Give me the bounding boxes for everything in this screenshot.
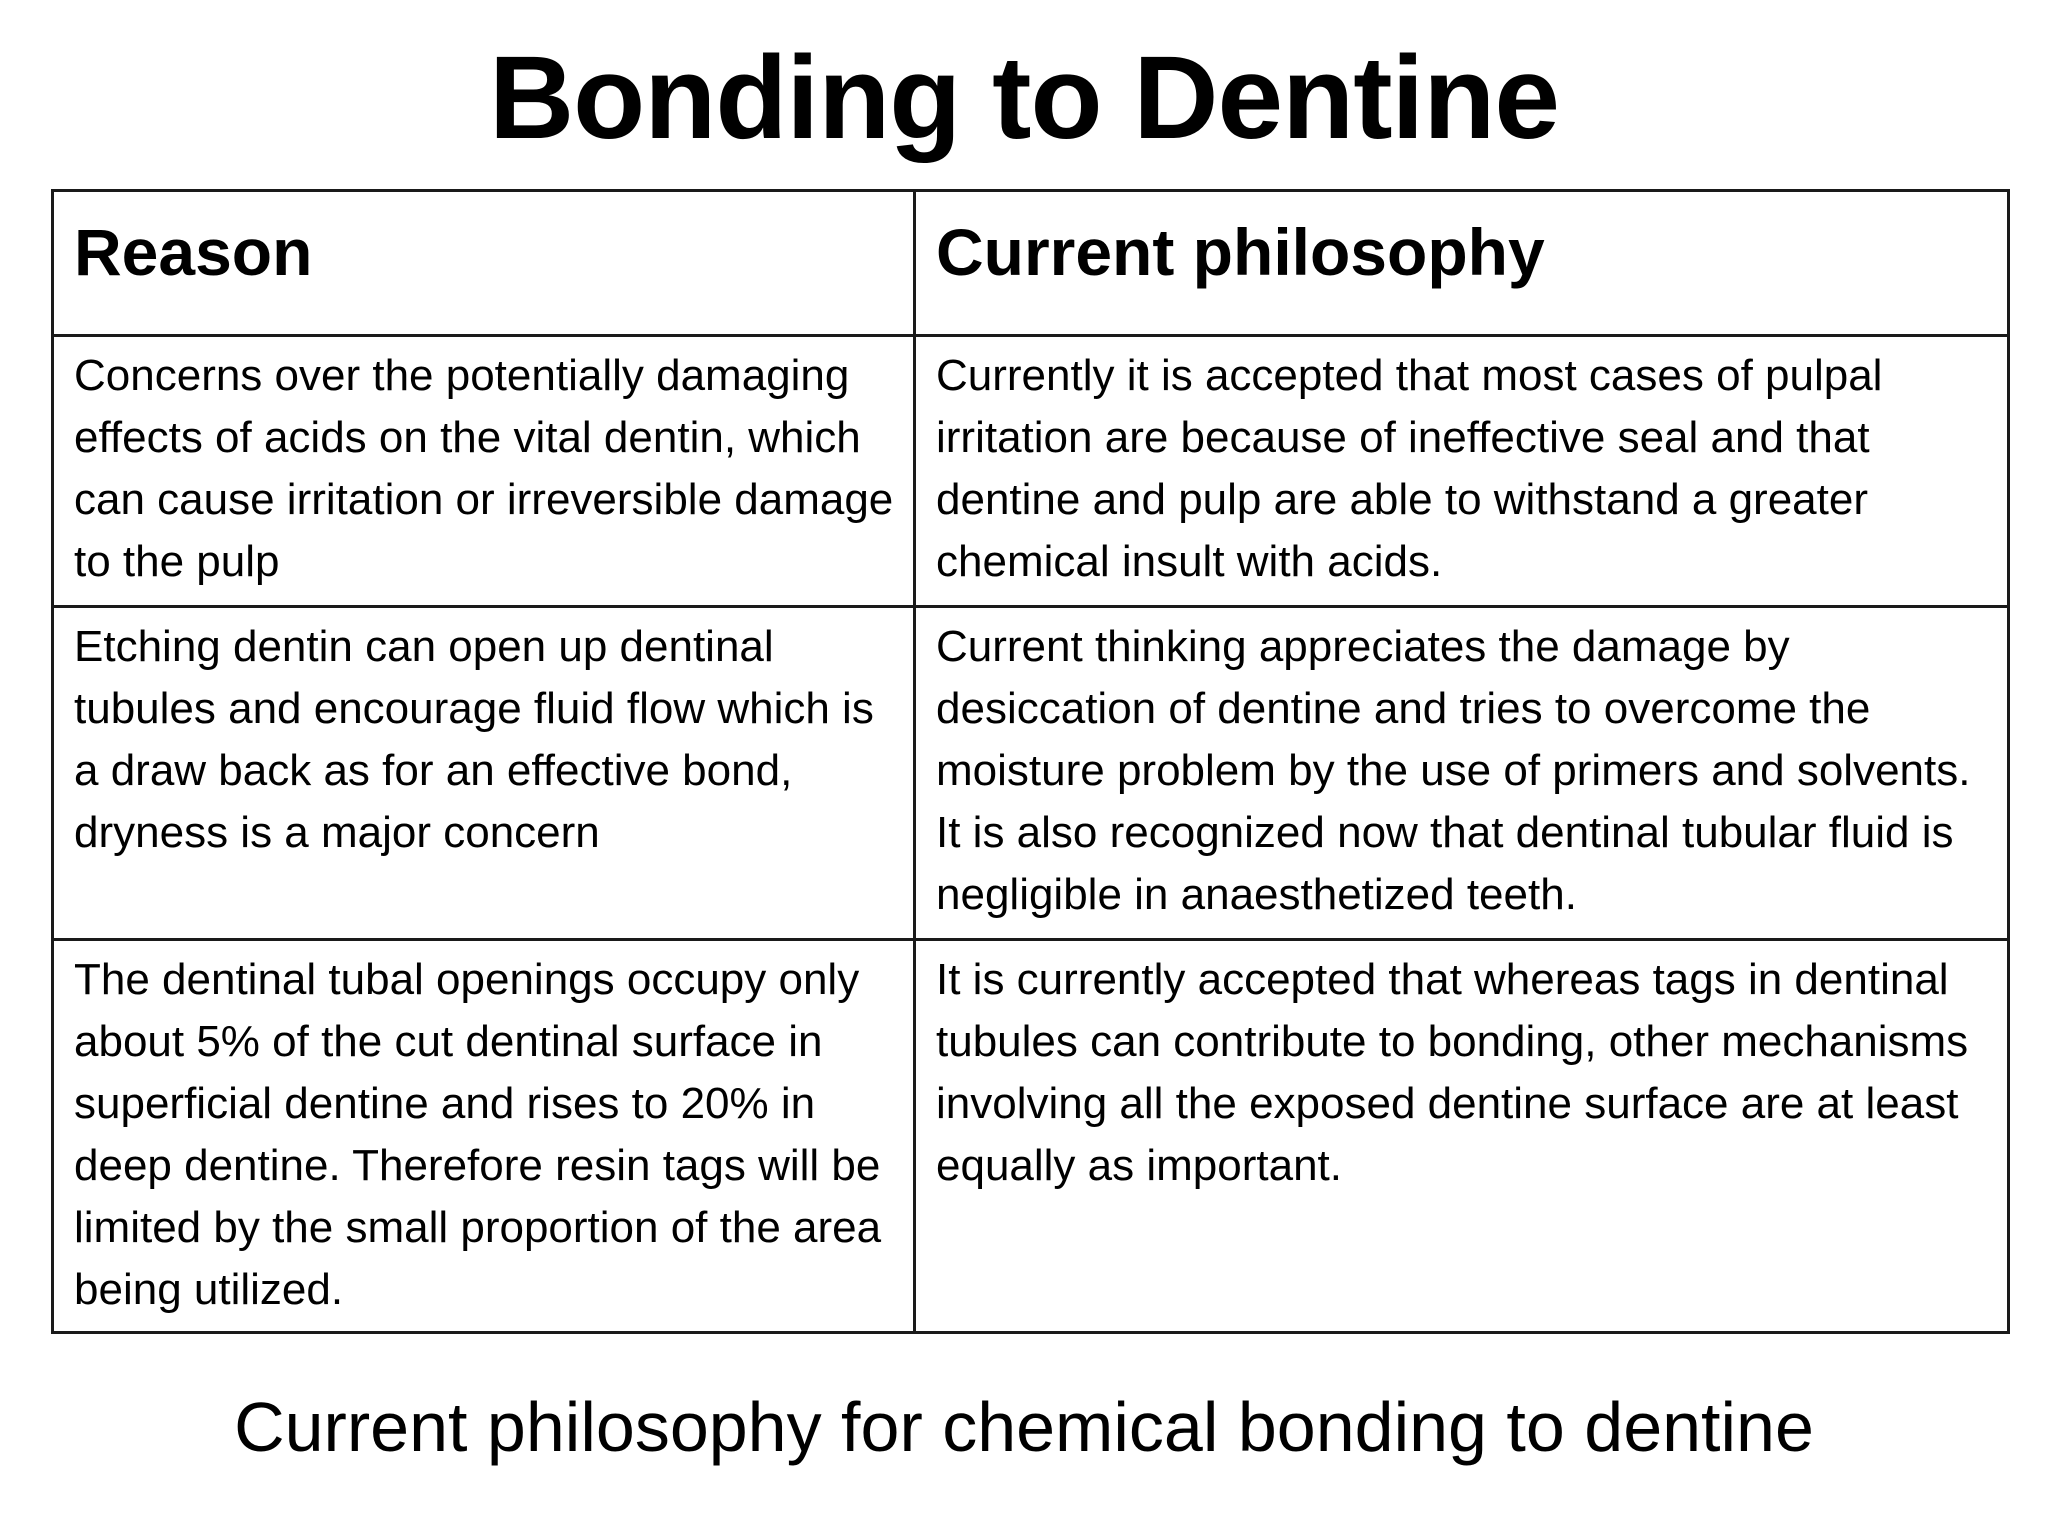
comparison-table xyxy=(51,189,2010,1334)
comparison-table-container xyxy=(51,189,2007,1334)
table-header-row xyxy=(53,191,2009,336)
table-row xyxy=(53,336,2009,607)
reason-cell: The dentinal tubal openings occupy only about 5% of the cut dentinal surface in superficial dentine and rises to 20% in deep dentine. Therefore resin tags will be limited by the small proportion of the area being utilized. xyxy=(53,940,915,1333)
table-row xyxy=(53,940,2009,1333)
philosophy-cell: Currently it is accepted that most cases of pulpal irritation are because of ineffective seal and that dentine and pulp are able to withstand a greater chemical insult with acids. xyxy=(915,336,2009,607)
column-header-reason: Reason xyxy=(53,191,915,336)
table-row xyxy=(53,607,2009,940)
reason-cell: Etching dentin can open up dentinal tubules and encourage fluid flow which is a draw back as for an effective bond, dryness is a major concern xyxy=(53,607,915,940)
philosophy-cell: It is currently accepted that whereas tags in dentinal tubules can contribute to bonding, other mechanisms involving all the exposed dentine surface are at least equally as important. xyxy=(915,940,2009,1333)
slide-title: Bonding to Dentine xyxy=(488,32,1560,164)
reason-cell: Concerns over the potentially damaging effects of acids on the vital dentin, which can cause irritation or irreversible damage to the pulp xyxy=(53,336,915,607)
column-header-current-philosophy: Current philosophy xyxy=(915,191,2009,336)
slide-caption: Current philosophy for chemical bonding to dentine xyxy=(234,1388,1814,1466)
philosophy-cell: Current thinking appreciates the damage by desiccation of dentine and tries to overcome the moisture problem by the use of primers and solvents. It is also recognized now that dentinal tubular fluid is negligible in anaesthetized teeth. xyxy=(915,607,2009,940)
